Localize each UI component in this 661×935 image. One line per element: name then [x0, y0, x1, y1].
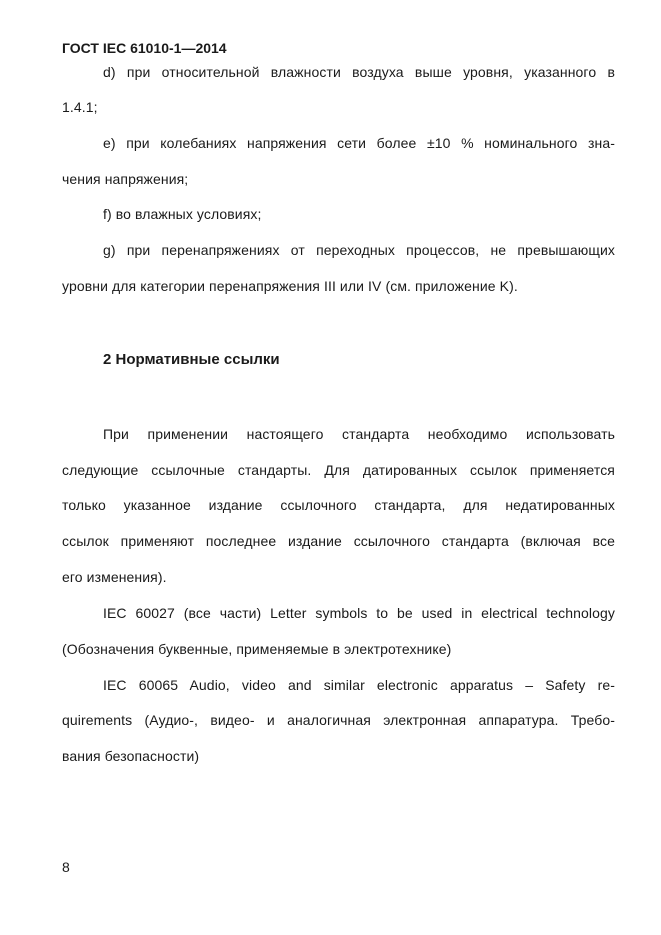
ref1-line-1: IEC 60027 (все части) Letter symbols to be used in electrical technology [103, 605, 615, 621]
item-g-line-1: g) при перенапряжениях от переходных процессов, не превышающих [103, 242, 615, 258]
item-d-line-1: d) при относительной влажности воздуха выше уровня, указанного в [103, 64, 615, 80]
intro-line-2: следующие ссылочные стандарты. Для датированных ссылок применяется [62, 462, 615, 478]
ref2-line-1: IEC 60065 Audio, video and similar electronic apparatus – Safety re- [103, 677, 615, 693]
item-e-line-1: e) при колебаниях напряжения сети более ±10 % номинального зна- [103, 135, 615, 151]
item-e-line-2: чения напряжения; [62, 171, 189, 187]
ref2-line-2: quirements (Аудио-, видео- и аналогичная электронная аппаратура. Требо- [62, 712, 615, 728]
item-g-line-2: уровни для категории перенапряжения III или IV (см. приложение K). [62, 278, 518, 294]
intro-line-4: ссылок применяют последнее издание ссылочного стандарта (включая все [62, 533, 615, 549]
section-heading: 2 Нормативные ссылки [103, 351, 280, 368]
ref2-line-3: вания безопасности) [62, 748, 200, 764]
item-f-line-1: f) во влажных условиях; [103, 206, 262, 222]
item-d-line-2: 1.4.1; [62, 99, 98, 115]
intro-line-5: его изменения). [62, 569, 167, 585]
intro-line-3: только указанное издание ссылочного стандарта, для недатированных [62, 497, 615, 513]
page-number: 8 [62, 859, 70, 875]
document-header: ГОСТ IEC 61010-1—2014 [62, 40, 227, 56]
intro-line-1: При применении настоящего стандарта необходимо использовать [103, 426, 615, 442]
ref1-line-2: (Обозначения буквенные, применяемые в электротехнике) [62, 641, 452, 657]
